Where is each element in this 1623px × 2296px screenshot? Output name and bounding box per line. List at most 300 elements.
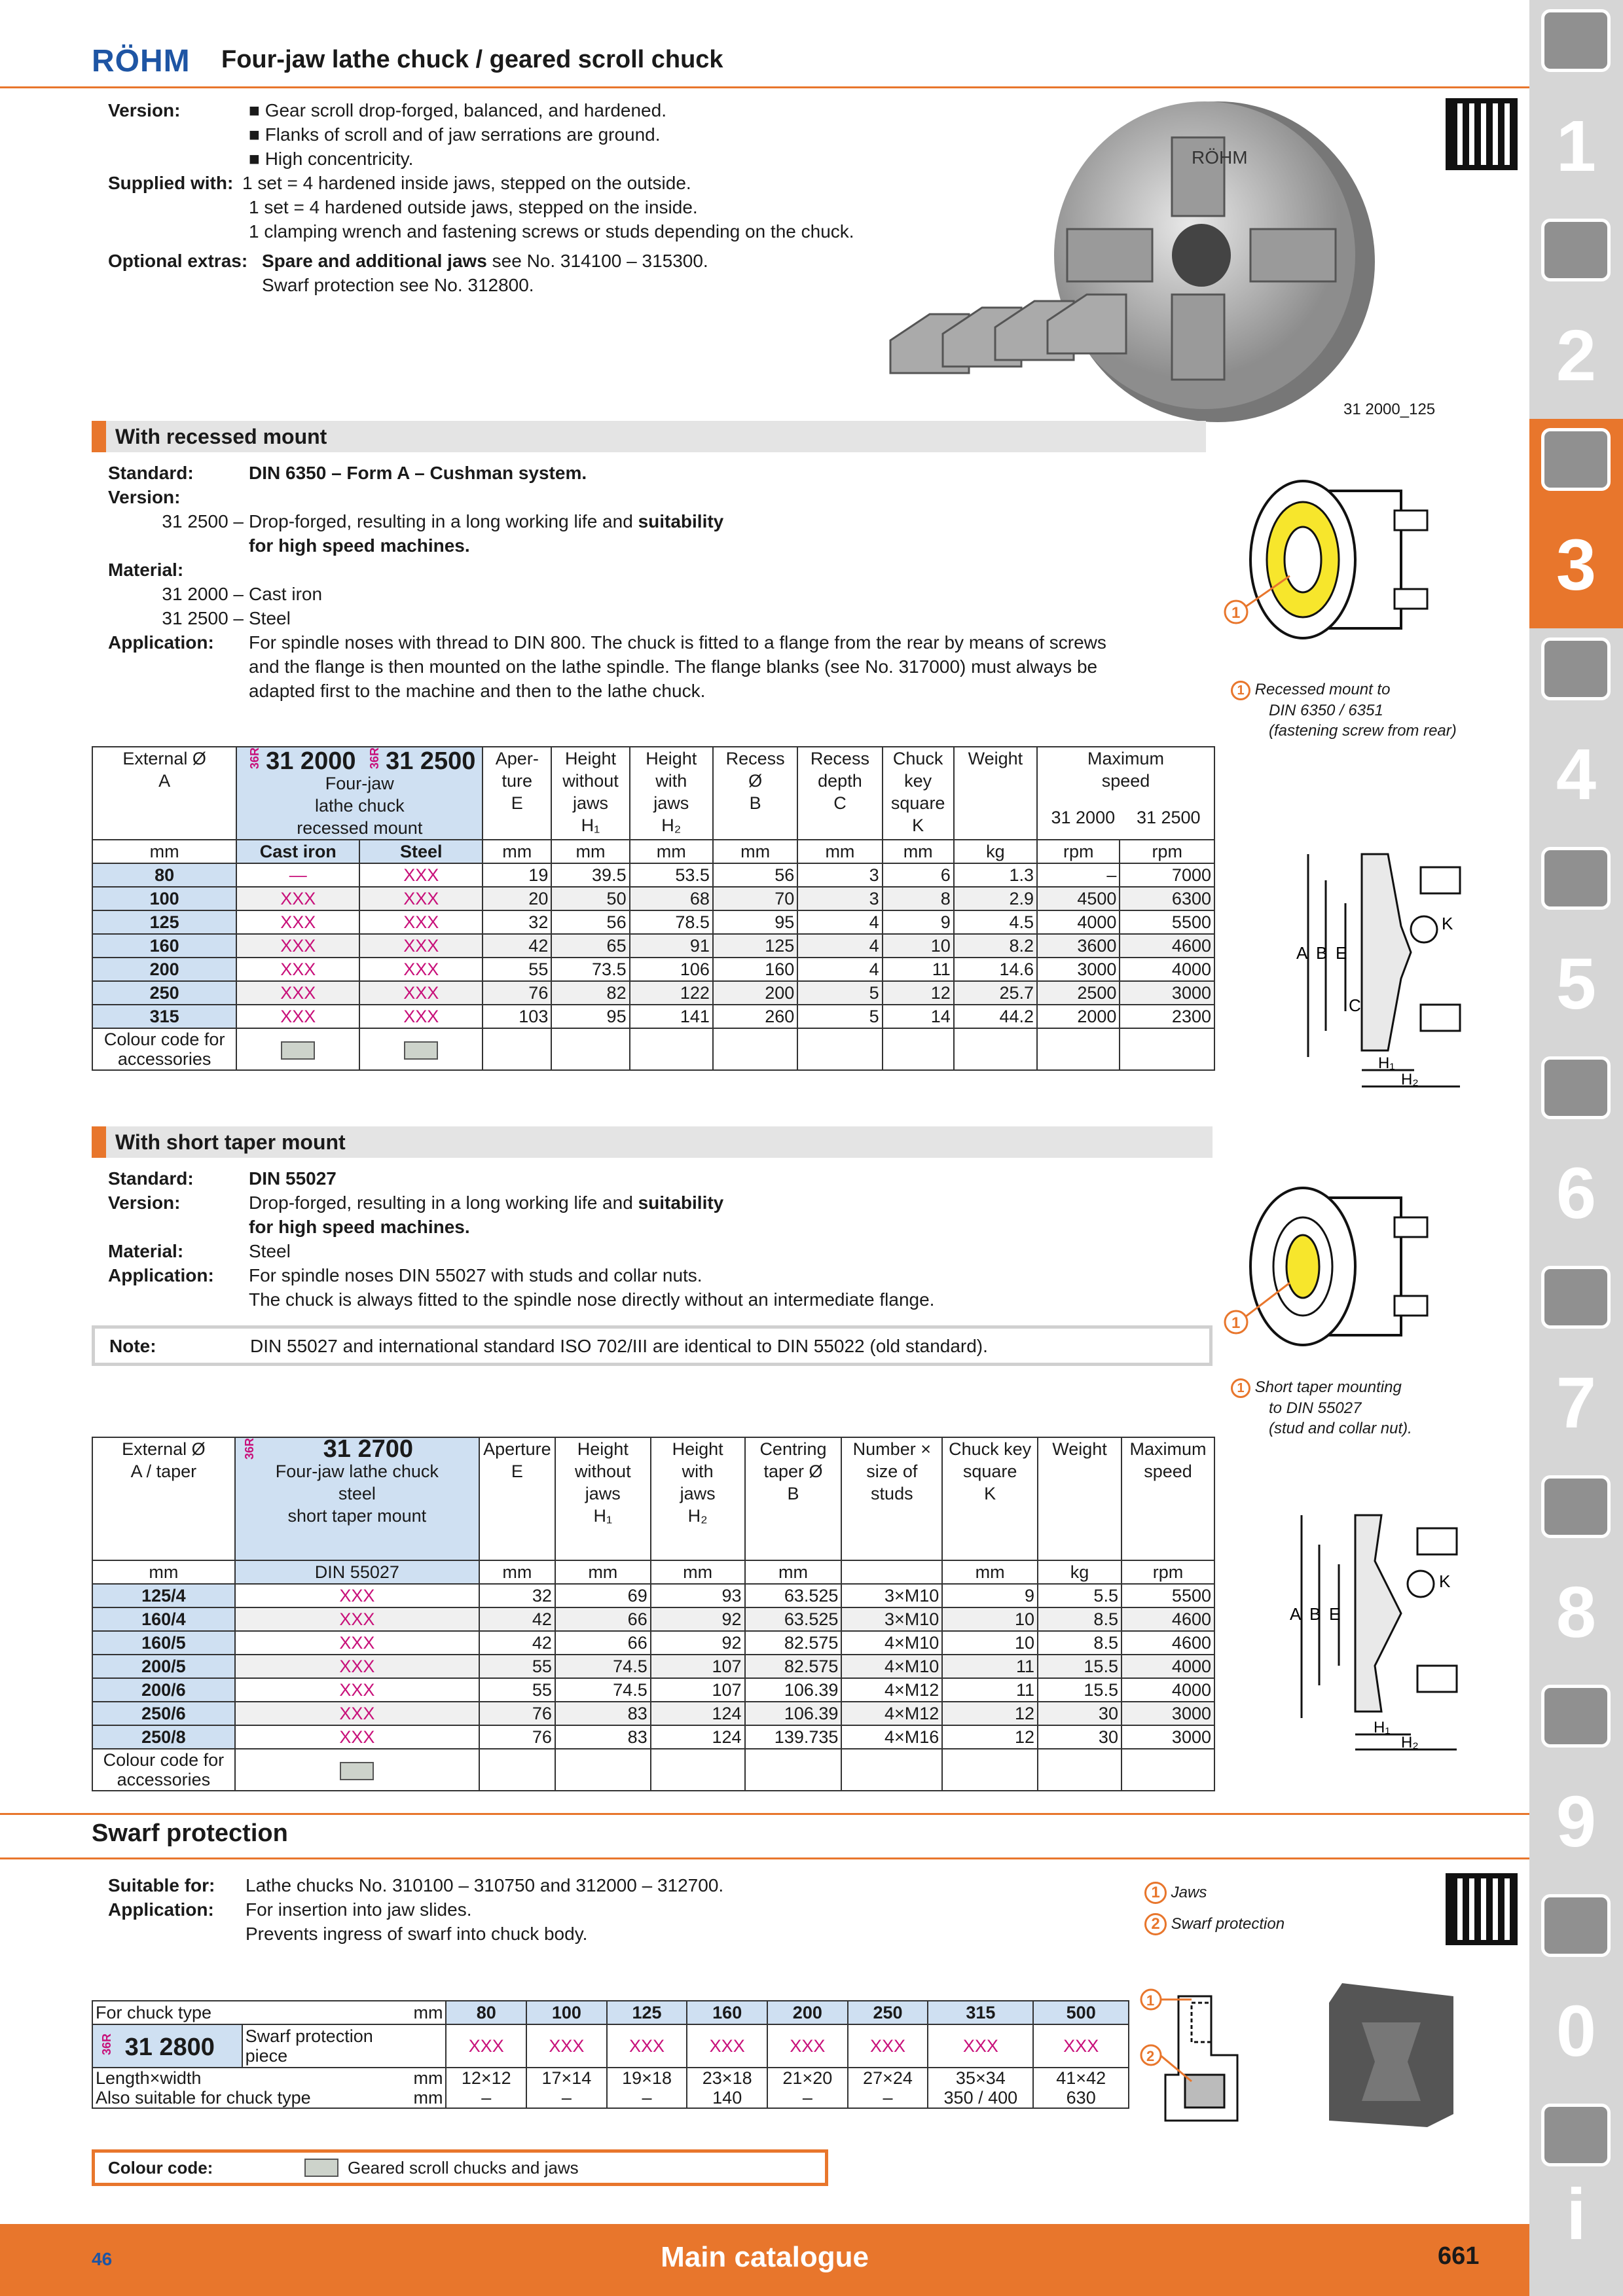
table-cell: 4×M16 xyxy=(841,1725,942,1749)
table-cell: 76 xyxy=(483,981,551,1005)
table-cell: 5500 xyxy=(1122,1584,1214,1607)
version-item: ■ Flanks of scroll and of jaw serrations are ground. xyxy=(249,124,661,145)
table-cell: 5 xyxy=(797,981,882,1005)
unit-cell: mm xyxy=(483,840,551,863)
version-item: ■ Gear scroll drop-forged, balanced, and hardened. xyxy=(249,100,666,120)
chapter-icon xyxy=(1541,1266,1611,1329)
table-cell: 3 xyxy=(797,887,882,910)
swarf-protection-table xyxy=(92,2000,1129,2109)
footer-title: Main catalogue xyxy=(661,2241,869,2273)
supplied-item: 1 set = 4 hardened outside jaws, stepped on the inside. xyxy=(249,197,698,217)
chapter-tab-7[interactable] xyxy=(1529,1257,1623,1466)
table-cell: 12 xyxy=(942,1702,1038,1725)
chapter-tab-1[interactable] xyxy=(1529,0,1623,209)
unit-cell: rpm xyxy=(1120,840,1214,863)
table-row xyxy=(92,934,1214,958)
chapter-icon xyxy=(1541,1056,1611,1119)
footer-page-right: 661 xyxy=(1438,2242,1480,2270)
table-cell: 15.5 xyxy=(1038,1655,1122,1678)
table-cell: XXX xyxy=(359,958,483,981)
version-line2: for high speed machines. xyxy=(249,535,470,556)
table-cell: 42 xyxy=(483,934,551,958)
table-cell: 11 xyxy=(942,1678,1038,1702)
table-cell: 14.6 xyxy=(954,958,1037,981)
version-code: 31 2500 – xyxy=(162,511,244,531)
table-cell: 63.525 xyxy=(745,1607,842,1631)
table-cell: XXX xyxy=(236,934,359,958)
table-cell: 4.5 xyxy=(954,910,1037,934)
dimension-cell: 21×20 – xyxy=(767,2068,848,2108)
table-cell: 95 xyxy=(551,1005,629,1028)
taper-note: Note: DIN 55027 and international standard ISO 702/III are identical to DIN 55022 (old standard). xyxy=(92,1325,1213,1366)
dim-c: C xyxy=(1349,996,1361,1015)
rohm-logo: RÖHM xyxy=(92,44,191,79)
table-cell: XXX xyxy=(235,1607,479,1631)
table-row xyxy=(92,1005,1214,1028)
qr-code-top xyxy=(1446,98,1518,170)
table-cell: 76 xyxy=(479,1725,555,1749)
header-rule xyxy=(0,86,1529,88)
table-cell: 106.39 xyxy=(745,1678,842,1702)
colour-swatch xyxy=(404,1041,438,1060)
table-cell: 200 xyxy=(713,981,797,1005)
table-cell: 32 xyxy=(479,1584,555,1607)
table-cell: 73.5 xyxy=(551,958,629,981)
unit-cell: mm xyxy=(92,1560,235,1584)
chuck-size-cell: 160 xyxy=(687,2001,767,2024)
table-cell: XXX xyxy=(359,981,483,1005)
table-cell: 2300 xyxy=(1120,1005,1214,1028)
swarf-drawing xyxy=(1139,1977,1467,2140)
callout-1: 1 xyxy=(1146,1992,1155,2009)
chuck-photo xyxy=(871,98,1460,439)
table-cell: XXX xyxy=(359,910,483,934)
table-cell: 50 xyxy=(551,887,629,910)
chapter-icon xyxy=(1541,219,1611,281)
table-cell: 6300 xyxy=(1120,887,1214,910)
dimension-cell: 27×24 – xyxy=(848,2068,928,2108)
table-cell: 4×M12 xyxy=(841,1678,942,1702)
recessed-dimension-drawing xyxy=(1296,848,1473,1096)
table-cell: – xyxy=(1037,863,1120,887)
dim-h1: H₁ xyxy=(1374,1719,1391,1736)
table-cell: 4×M12 xyxy=(841,1702,942,1725)
table-cell: 6 xyxy=(883,863,954,887)
table-cell: 4500 xyxy=(1037,887,1120,910)
unit-cell: mm xyxy=(883,840,954,863)
table-cell: 8 xyxy=(883,887,954,910)
page-title: Four-jaw lathe chuck / geared scroll chuck xyxy=(221,46,723,73)
chapter-tab-i[interactable] xyxy=(1529,2094,1623,2296)
qr-code-bottom xyxy=(1446,1873,1518,1945)
table-cell: 68 xyxy=(630,887,713,910)
table-cell: 83 xyxy=(555,1702,651,1725)
table-cell: 250/8 xyxy=(92,1725,235,1749)
table-cell: 66 xyxy=(555,1631,651,1655)
colour-swatch xyxy=(304,2159,338,2177)
table-cell: 106.39 xyxy=(745,1702,842,1725)
chapter-tab-0[interactable] xyxy=(1529,1885,1623,2094)
recessed-fig-caption: 1 Recessed mount to DIN 6350 / 6351 (fastening screw from rear) xyxy=(1231,679,1457,741)
swarf-rule xyxy=(0,1813,1529,1815)
table-cell: 66 xyxy=(555,1607,651,1631)
table-cell: 4000 xyxy=(1037,910,1120,934)
table-cell: 56 xyxy=(713,863,797,887)
short-taper-table: External Ø A / taper 36R 31 2700 Four-jaw lathe chuck steel short taper mount Aperture E Height without jaws H₁ Height with jaws H₂ Centring taper Ø B Number × size of studs Chuck key square K Weight Maximum speed mm DIN 55027 mm mm mm mm mm kg rpm 125/4 XXX 32 69 93 63.525 3×M10 9 5.5 5500 160/4 XXX 42 66 92 63.525 3×M10 10 8.5 4600 160/5 XXX 42 66 92 82.575 4×M10 10 8.5 4600 200/5 XXX 55 74.5 107 82.575 4×M10 11 15.5 4000 200/6 XXX 55 74.5 107 106.39 4×M12 11 15.5 4000 250/6 XXX 76 83 124 106.39 4×M12 12 30 3000 250/8 XXX 76 83 124 139.735 4×M16 12 30 3000 Colour code for accessories xyxy=(92,1437,1215,1791)
chuck-size-cell: 100 xyxy=(526,2001,607,2024)
colour-code-text: Geared scroll chucks and jaws xyxy=(348,2157,579,2178)
table-cell: XXX xyxy=(235,1584,479,1607)
dimension-cell: 41×42 630 xyxy=(1033,2068,1129,2108)
footer-page-left: 46 xyxy=(92,2249,113,2269)
table-cell: 3000 xyxy=(1122,1702,1214,1725)
material-code: 31 2500 – xyxy=(162,608,244,628)
table-row xyxy=(92,863,1214,887)
table-cell: 65 xyxy=(551,934,629,958)
version-label: Version: xyxy=(108,100,181,120)
taper-fig-caption: 1 Short taper mounting to DIN 55027 (stud and collar nut). xyxy=(1231,1377,1412,1439)
chapter-icon xyxy=(1541,428,1611,491)
table-cell: XXX xyxy=(235,1655,479,1678)
table-cell: 74.5 xyxy=(555,1655,651,1678)
table-cell: XXX xyxy=(235,1702,479,1725)
table-cell: 83 xyxy=(555,1725,651,1749)
unit-cell: Steel xyxy=(359,840,483,863)
table-cell: 4600 xyxy=(1122,1607,1214,1631)
availability-cell: XXX xyxy=(687,2024,767,2068)
table-row xyxy=(92,981,1214,1005)
table-cell: 44.2 xyxy=(954,1005,1037,1028)
chapter-number: 8 xyxy=(1556,1572,1597,1653)
table-cell: XXX xyxy=(359,1005,483,1028)
chapter-number: 7 xyxy=(1556,1363,1597,1443)
table-row xyxy=(92,1631,1214,1655)
table-cell: 3000 xyxy=(1122,1725,1214,1749)
table-cell: XXX xyxy=(235,1678,479,1702)
table-cell: XXX xyxy=(236,958,359,981)
chapter-tab-5[interactable] xyxy=(1529,838,1623,1047)
table-cell: 160/4 xyxy=(92,1607,235,1631)
table-cell: 82.575 xyxy=(745,1631,842,1655)
table-row xyxy=(92,1655,1214,1678)
table-cell: 11 xyxy=(883,958,954,981)
table-cell: 10 xyxy=(942,1607,1038,1631)
dim-k: K xyxy=(1439,1571,1451,1591)
table-cell: 107 xyxy=(651,1678,745,1702)
dim-a: A xyxy=(1290,1604,1302,1624)
material-code: 31 2000 – xyxy=(162,584,244,604)
table-row xyxy=(92,910,1214,934)
availability-cell: XXX xyxy=(848,2024,928,2068)
table-cell: 100 xyxy=(92,887,236,910)
table-cell: 8.5 xyxy=(1038,1607,1122,1631)
swarf-legend: 1 Jaws 2 Swarf protection xyxy=(1144,1877,1285,1940)
table-cell: 250/6 xyxy=(92,1702,235,1725)
recessed-mount-table: External Ø A 36R 31 2000 36R 31 2500 Four-jaw lathe chuck recessed mount Aper- ture E Height without jaws H₁ Height with jaws H₂ Recess Ø B Recess depth C Chuck key square K Weight Maximum speed 31 2000 31 2500 mm Cast iron Steel mm mm mm mm mm mm kg rpm rpm 80 — XXX 19 39.5 53.5 56 3 6 1.3 – 7000 100 XXX XXX 20 50 68 70 3 8 2.9 4500 6300 125 XXX XXX 32 56 78.5 95 4 9 4.5 4000 5500 160 XXX XXX 42 65 91 125 4 10 8.2 3600 4600 200 XXX XXX 55 73.5 106 160 4 11 14.6 3000 4000 250 XXX XXX 76 82 122 200 5 12 25.7 2500 3000 315 XXX XXX 103 95 141 260 5 14 44.2 2000 2300 Colour code for accessories xyxy=(92,746,1215,1071)
unit-cell: mm xyxy=(942,1560,1038,1584)
unit-cell: rpm xyxy=(1122,1560,1214,1584)
chapter-tab-6[interactable] xyxy=(1529,1047,1623,1257)
chapter-tab-3[interactable] xyxy=(1529,419,1623,628)
table-row xyxy=(92,887,1214,910)
chapter-tab-2[interactable] xyxy=(1529,209,1623,419)
table-cell: 122 xyxy=(630,981,713,1005)
table-cell: 139.735 xyxy=(745,1725,842,1749)
footer xyxy=(0,2224,1529,2296)
unit-cell: mm xyxy=(551,840,629,863)
standard-label: Standard: xyxy=(108,463,194,483)
callout-1: 1 xyxy=(1231,681,1250,700)
table-cell: 160 xyxy=(92,934,236,958)
table-cell: 3 xyxy=(797,863,882,887)
table-cell: 107 xyxy=(651,1655,745,1678)
dim-a: A xyxy=(1296,943,1308,963)
unit-cell: mm xyxy=(745,1560,842,1584)
colour-swatch xyxy=(340,1762,374,1780)
availability-cell: XXX xyxy=(526,2024,607,2068)
table-cell: 55 xyxy=(483,958,551,981)
table-cell: 141 xyxy=(630,1005,713,1028)
chapter-number: 0 xyxy=(1556,1991,1597,2072)
table-cell: 3×M10 xyxy=(841,1607,942,1631)
table-cell: 7000 xyxy=(1120,863,1214,887)
dimension-cell: 19×18 – xyxy=(607,2068,687,2108)
chuck-size-cell: 200 xyxy=(767,2001,848,2024)
table-cell: 200/5 xyxy=(92,1655,235,1678)
table-cell: 93 xyxy=(651,1584,745,1607)
dimensions-row: Length×width mm Also suitable for chuck type mm 12×12 – 17×14 – 19×18 – 23×18 140 21×20 – 27×24 – 35×34 350 / 400 41×42 630 xyxy=(92,2068,1129,2108)
colour-swatch xyxy=(281,1041,315,1060)
chapter-tab-8[interactable] xyxy=(1529,1466,1623,1676)
table-cell: XXX xyxy=(236,887,359,910)
application-line: adapted first to the machine and then to the lathe chuck. xyxy=(249,681,706,701)
table-cell: 4000 xyxy=(1120,958,1214,981)
table-cell: 125 xyxy=(713,934,797,958)
table-cell: 55 xyxy=(479,1678,555,1702)
swarf-rule xyxy=(0,1857,1529,1859)
table-cell: 30 xyxy=(1038,1702,1122,1725)
recessed-mount-figure xyxy=(1218,465,1467,674)
table-cell: 69 xyxy=(555,1584,651,1607)
table-cell: 32 xyxy=(483,910,551,934)
chapter-tab-4[interactable] xyxy=(1529,628,1623,838)
table-cell: 74.5 xyxy=(555,1678,651,1702)
unit-cell: mm xyxy=(630,840,713,863)
table-cell: 11 xyxy=(942,1655,1038,1678)
availability-cell: XXX xyxy=(928,2024,1033,2068)
dim-e: E xyxy=(1336,943,1347,963)
version-text: Drop-forged, resulting in a long working life and xyxy=(249,511,638,531)
supplied-item: 1 clamping wrench and fastening screws or studs depending on the chuck. xyxy=(249,221,854,242)
table-cell: 9 xyxy=(883,910,954,934)
availability-cell: XXX xyxy=(1033,2024,1129,2068)
code-312800: 31 2800 xyxy=(124,2034,215,2062)
table-cell: 4600 xyxy=(1120,934,1214,958)
table-cell: 3600 xyxy=(1037,934,1120,958)
table-cell: 5 xyxy=(797,1005,882,1028)
table-cell: 125 xyxy=(92,910,236,934)
supplied-label: Supplied with: xyxy=(108,173,234,193)
table-cell: 10 xyxy=(942,1631,1038,1655)
unit-cell: kg xyxy=(1038,1560,1122,1584)
taper-text: Standard: DIN 55027 Version: Drop-forged, resulting in a long working life and suitability for high speed machines. Material: Steel Application: For spindle noses DIN 55027 with studs and collar nuts. The chuck is always fitted to the spindle nose directly without an intermediate flange. xyxy=(108,1168,935,1310)
callout-2: 2 xyxy=(1146,2048,1155,2064)
swarf-code-row: 36R 31 2800 Swarf protection piece XXX XXX XXX XXX XXX XXX XXX XXX xyxy=(92,2024,1129,2068)
chapter-icon xyxy=(1541,637,1611,700)
dim-b: B xyxy=(1309,1604,1321,1624)
table-cell: 12 xyxy=(883,981,954,1005)
unit-cell: mm xyxy=(713,840,797,863)
table-cell: 103 xyxy=(483,1005,551,1028)
image-caption: 31 2000_125 xyxy=(1343,401,1436,418)
table-cell: 160 xyxy=(713,958,797,981)
availability-cell: XXX xyxy=(767,2024,848,2068)
table-cell: 56 xyxy=(551,910,629,934)
table-cell: 4000 xyxy=(1122,1678,1214,1702)
unit-cell: mm xyxy=(92,840,236,863)
table-cell: 4×M10 xyxy=(841,1655,942,1678)
table-cell: 10 xyxy=(883,934,954,958)
table-cell: 63.525 xyxy=(745,1584,842,1607)
table-cell: 82 xyxy=(551,981,629,1005)
table-cell: 91 xyxy=(630,934,713,958)
dim-e: E xyxy=(1329,1604,1341,1624)
table-cell: XXX xyxy=(359,863,483,887)
swarf-heading: Swarf protection xyxy=(92,1820,288,1847)
intro-block xyxy=(108,98,959,297)
table-cell: 95 xyxy=(713,910,797,934)
chapter-number: 4 xyxy=(1556,734,1597,815)
units-row xyxy=(92,840,1214,863)
table-cell: 4×M10 xyxy=(841,1631,942,1655)
colour-code-row: Colour code for accessories xyxy=(92,1749,1214,1791)
table-cell: 200 xyxy=(92,958,236,981)
table-cell: XXX xyxy=(236,981,359,1005)
table-cell: 5.5 xyxy=(1038,1584,1122,1607)
table-cell: 82.575 xyxy=(745,1655,842,1678)
table-row xyxy=(92,1678,1214,1702)
dim-h2: H₂ xyxy=(1401,1071,1419,1088)
table-row xyxy=(92,1607,1214,1631)
table-cell: XXX xyxy=(235,1631,479,1655)
table-cell: — xyxy=(236,863,359,887)
table-cell: 124 xyxy=(651,1702,745,1725)
chapter-number: 5 xyxy=(1556,944,1597,1024)
chapter-icon xyxy=(1541,1685,1611,1748)
unit-cell: mm xyxy=(555,1560,651,1584)
table-cell: 42 xyxy=(479,1631,555,1655)
unit-cell: mm xyxy=(651,1560,745,1584)
chapter-icon xyxy=(1541,847,1611,910)
callout-1: 1 xyxy=(1231,604,1241,622)
dimension-cell: 23×18 140 xyxy=(687,2068,767,2108)
availability-cell: XXX xyxy=(607,2024,687,2068)
chapter-number: 9 xyxy=(1556,1782,1597,1862)
table-cell: 14 xyxy=(883,1005,954,1028)
taper-mount-figure xyxy=(1218,1172,1467,1381)
availability-cell: XXX xyxy=(446,2024,526,2068)
chapter-icon xyxy=(1541,1475,1611,1538)
table-row xyxy=(92,958,1214,981)
dim-h1: H₁ xyxy=(1378,1054,1395,1072)
swarf-text: Suitable for: Lathe chucks No. 310100 – 310750 and 312000 – 312700. Application: For insertion into jaw slides. Prevents ingress of swarf into chuck body. xyxy=(108,1875,724,1944)
chapter-number: 6 xyxy=(1556,1153,1597,1234)
optional-label: Optional extras: xyxy=(108,251,248,271)
chapter-number: 1 xyxy=(1556,106,1597,187)
chuck-size-cell: 315 xyxy=(928,2001,1033,2024)
material-label: Material: xyxy=(108,560,184,580)
table-cell: 53.5 xyxy=(630,863,713,887)
chapter-number: i xyxy=(1566,2174,1586,2255)
section-taper-heading: With short taper mount xyxy=(92,1126,1213,1158)
table-cell: 8.2 xyxy=(954,934,1037,958)
callout-1: 1 xyxy=(1231,1314,1241,1332)
unit-cell: mm xyxy=(797,840,882,863)
unit-cell: mm xyxy=(479,1560,555,1584)
callout-1: 1 xyxy=(1231,1378,1250,1398)
table-cell: 4600 xyxy=(1122,1631,1214,1655)
table-cell: 70 xyxy=(713,887,797,910)
chapter-number: 2 xyxy=(1556,315,1597,396)
colour-code-box xyxy=(92,2149,828,2186)
dimension-cell: 12×12 – xyxy=(446,2068,526,2108)
dim-k: K xyxy=(1442,914,1453,933)
table-cell: XXX xyxy=(236,1005,359,1028)
table-cell: 2.9 xyxy=(954,887,1037,910)
dim-h2: H₂ xyxy=(1401,1734,1419,1751)
chapter-tab-9[interactable] xyxy=(1529,1676,1623,1885)
unit-cell: DIN 55027 xyxy=(235,1560,479,1584)
table-cell: 12 xyxy=(942,1725,1038,1749)
table-row xyxy=(92,1702,1214,1725)
dim-b: B xyxy=(1316,943,1328,963)
chuck-size-cell: 500 xyxy=(1033,2001,1129,2024)
unit-cell: rpm xyxy=(1037,840,1120,863)
table-cell: 15.5 xyxy=(1038,1678,1122,1702)
material-value: Cast iron xyxy=(249,584,323,604)
chapter-icon xyxy=(1541,1894,1611,1957)
table-cell: 25.7 xyxy=(954,981,1037,1005)
application-label: Application: xyxy=(108,632,214,653)
table-cell: XXX xyxy=(359,934,483,958)
table-cell: 250 xyxy=(92,981,236,1005)
table-cell: 4000 xyxy=(1122,1655,1214,1678)
chapter-icon xyxy=(1541,9,1611,72)
table-cell: 5500 xyxy=(1120,910,1214,934)
table-cell: 20 xyxy=(483,887,551,910)
application-line: For spindle noses with thread to DIN 800. The chuck is fitted to a flange from the rear by means of screws xyxy=(249,632,1106,653)
table-cell: 55 xyxy=(479,1655,555,1678)
table-cell: 124 xyxy=(651,1725,745,1749)
code-312500: 31 2500 xyxy=(386,747,476,776)
table-cell: 4 xyxy=(797,958,882,981)
units-row xyxy=(92,1560,1214,1584)
table-cell: 200/6 xyxy=(92,1678,235,1702)
table-cell: 3×M10 xyxy=(841,1584,942,1607)
chuck-size-cell: 80 xyxy=(446,2001,526,2024)
chapter-icon xyxy=(1541,2104,1611,2166)
table-row xyxy=(92,1725,1214,1749)
table-cell: 8.5 xyxy=(1038,1631,1122,1655)
table-cell: 39.5 xyxy=(551,863,629,887)
colour-code-row: Colour code for accessories xyxy=(92,1028,1214,1070)
table-cell: 19 xyxy=(483,863,551,887)
table-row xyxy=(92,1584,1214,1607)
chuck-size-cell: 125 xyxy=(607,2001,687,2024)
optional-rest: see No. 314100 – 315300. xyxy=(486,251,708,271)
table-cell: 2000 xyxy=(1037,1005,1120,1028)
dimension-cell: 17×14 – xyxy=(526,2068,607,2108)
